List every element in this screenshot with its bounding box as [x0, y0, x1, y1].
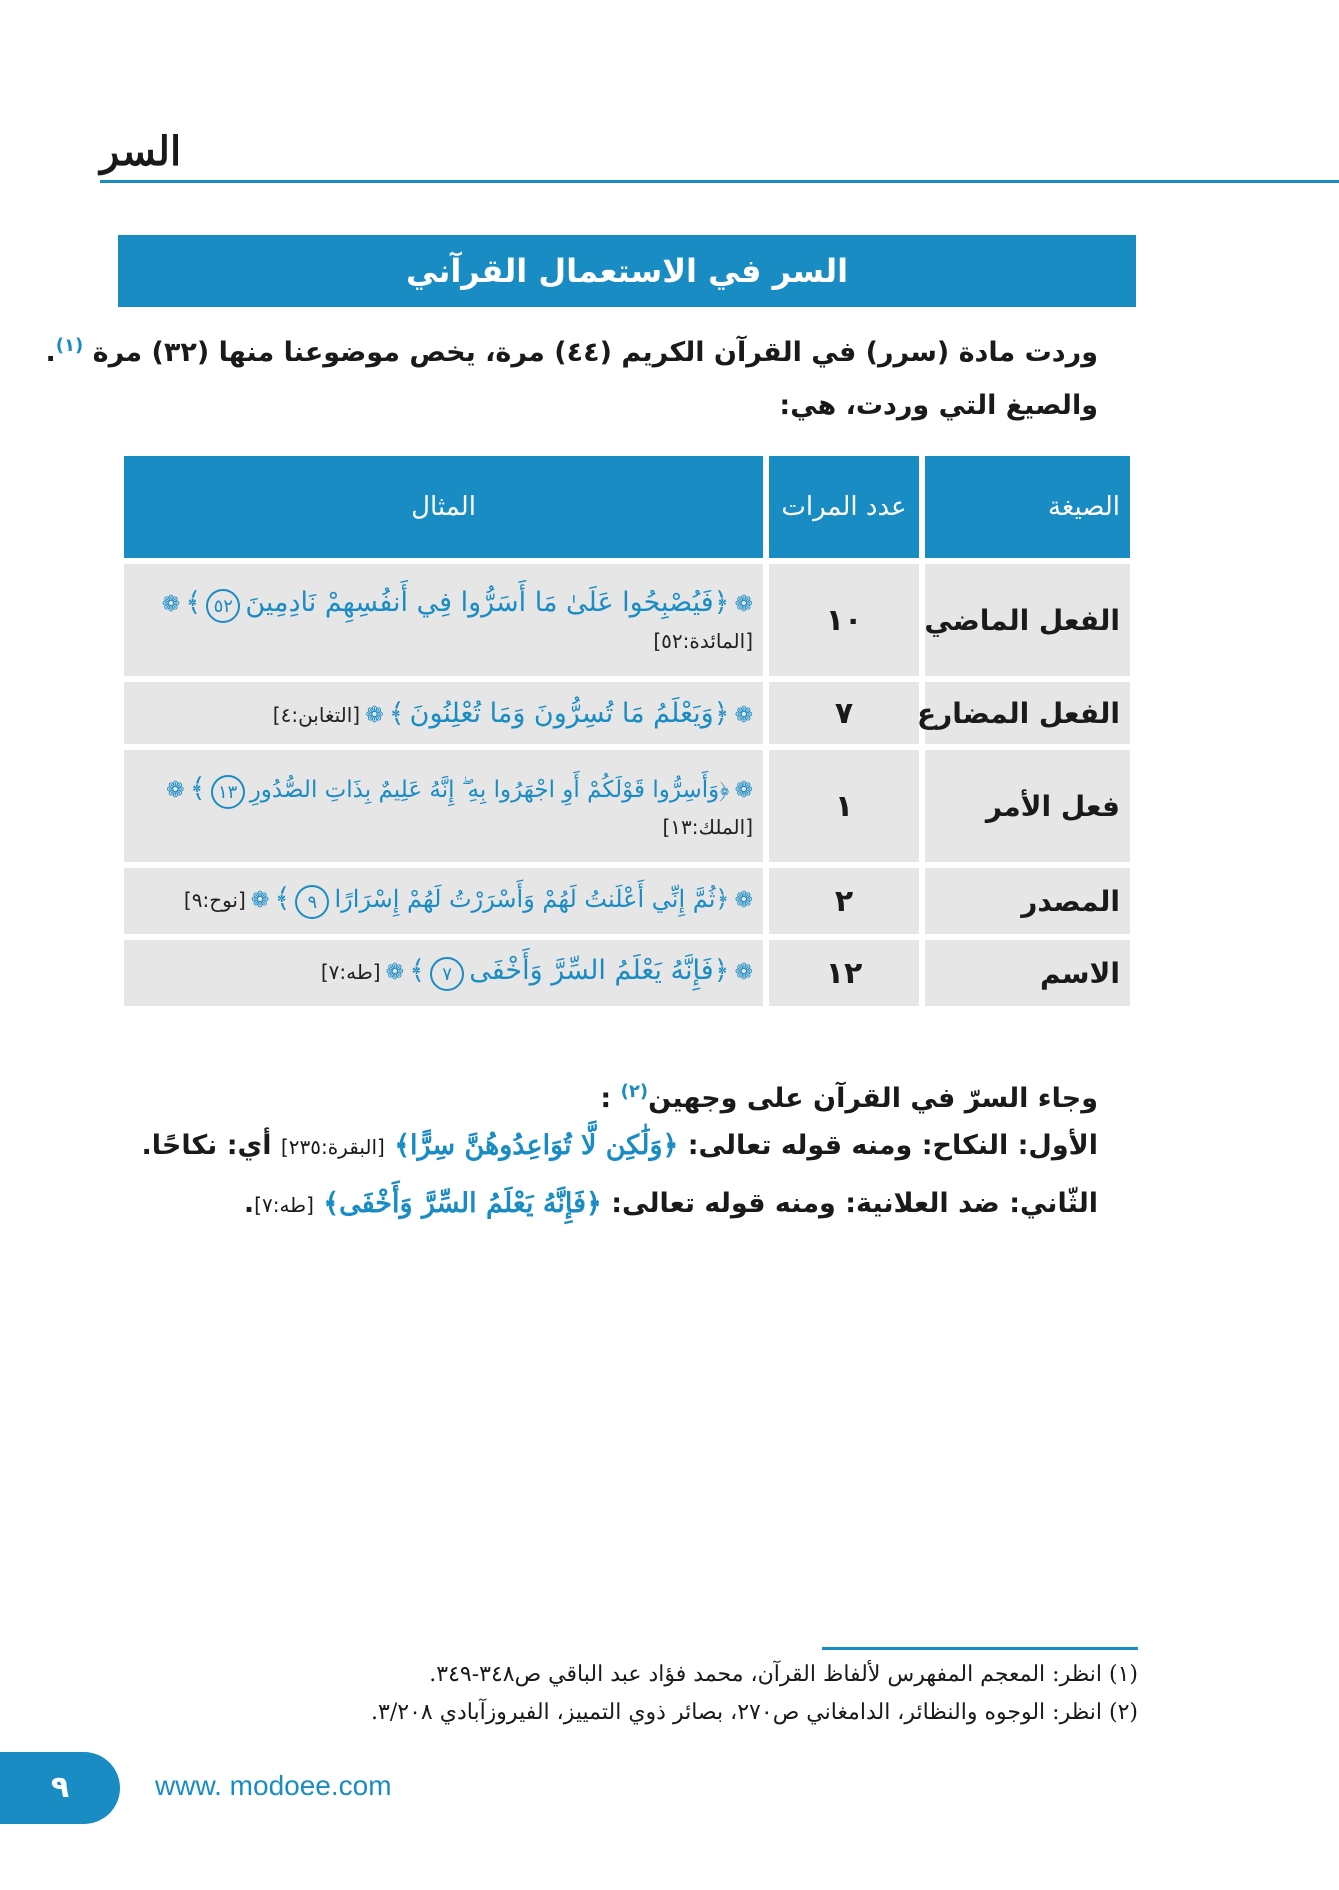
count-cell: ١ [769, 750, 919, 862]
table-row [124, 750, 1130, 862]
ornament-icon: ❁ [734, 887, 753, 913]
verse-number-badge: ١٣ [211, 775, 245, 809]
example-cell [124, 750, 763, 862]
verse-number-badge: ٥٢ [206, 589, 240, 623]
meanings-intro-text: وجاء السرّ في القرآن على وجهين [648, 1083, 1098, 1114]
ayah-reference: [المائدة:٥٢] [653, 629, 753, 654]
running-title: السر [100, 128, 182, 175]
header-count: عدد المرات [769, 456, 919, 558]
form-cell: المصدر [925, 868, 1130, 934]
verse-number-badge: ٧ [430, 957, 464, 991]
header-example: المثال [124, 456, 763, 558]
ayah-text: ﴿وَأَسِرُّوا قَوْلَكُمْ أَوِ اجْهَرُوا بِهِ ۖ إِنَّهُ عَلِيمٌ بِذَاتِ الصُّدُورِ [249, 776, 730, 803]
meaning-first-label: الأول: [1017, 1130, 1098, 1161]
footnote-ref-1[interactable]: (١) [55, 335, 84, 356]
meanings-intro [130, 1072, 1098, 1119]
count-cell: ١٢ [769, 940, 919, 1006]
count-cell: ٢ [769, 868, 919, 934]
table-header-row [124, 456, 1130, 558]
ornament-icon: ❁ [734, 591, 753, 617]
meaning-second-end: . [243, 1188, 255, 1219]
footnote-ref-2[interactable]: (٢) [620, 1081, 649, 1102]
form-cell: الفعل المضارع [925, 682, 1130, 744]
ayah-text: ﴿وَيَعْلَمُ مَا تُسِرُّونَ وَمَا تُعْلِنُونَ [409, 697, 730, 729]
footnote-2: (٢) انظر: الوجوه والنظائر، الدامغاني ص٢٧٠، بصائر ذوي التمييز، الفيروزآبادي ٣/٢٠٨. [371, 1700, 1138, 1725]
intro-line-1 [45, 326, 1098, 373]
ornament-icon: ❁ [734, 777, 753, 803]
ornament-icon: ❁ [385, 959, 405, 985]
ornament-icon: ❁ [166, 777, 185, 803]
ornament-icon: ❁ [734, 959, 753, 985]
form-cell: الفعل الماضي [925, 564, 1130, 676]
ayah-reference: [الملك:١٣] [662, 815, 753, 840]
meaning-second-text: ضد العلانية: ومنه قوله تعالى: [611, 1188, 1000, 1219]
ayah-close: ﴾ [388, 697, 405, 729]
ayah-reference: [طه:٧] [320, 959, 381, 984]
table-row [124, 682, 1130, 744]
header-form: الصيغة [925, 456, 1130, 558]
table-row [124, 940, 1130, 1006]
example-cell [124, 868, 763, 934]
header-rule [100, 180, 1339, 183]
ayah-text: ﴿فَيُصْبِحُوا عَلَىٰ مَا أَسَرُّوا فِي أَنفُسِهِمْ نَادِمِينَ [245, 586, 730, 618]
meaning-second-ref: [طه:٧] [254, 1193, 314, 1217]
intro-text: وردت مادة (سرر) في القرآن الكريم (٤٤) مرة، يخص موضوعنا منها (٣٢) مرة [92, 337, 1098, 368]
example-cell [124, 682, 763, 744]
meaning-first [130, 1126, 1098, 1167]
verse-number-badge: ٩ [295, 885, 329, 919]
ayah-text: ﴿ثُمَّ إِنِّي أَعْلَنتُ لَهُمْ وَأَسْرَرْتُ لَهُمْ إِسْرَارًا [334, 884, 730, 913]
ayah-close: ﴾ [409, 954, 426, 986]
intro-line-2: والصيغ التي وردت، هي: [779, 390, 1098, 421]
meaning-second [130, 1184, 1098, 1225]
example-cell [124, 940, 763, 1006]
footnote-rule [822, 1647, 1138, 1650]
count-cell: ١٠ [769, 564, 919, 676]
table-row [124, 564, 1130, 676]
table-row [124, 868, 1130, 934]
site-link[interactable]: www. modoee.com [155, 1770, 392, 1801]
meaning-first-ayah: ﴿وَلَٰكِن لَّا تُوَاعِدُوهُنَّ سِرًّا﴾ [394, 1130, 679, 1161]
page-number: ٩ [0, 1752, 120, 1824]
intro-end: . [45, 337, 56, 368]
ornament-icon: ❁ [250, 887, 270, 913]
ayah-reference: [التغابن:٤] [272, 702, 361, 727]
meaning-first-ref: [البقرة:٢٣٥] [280, 1135, 385, 1159]
example-cell [124, 564, 763, 676]
meaning-second-ayah: ﴿فَإِنَّهُ يَعْلَمُ السِّرَّ وَأَخْفَى﴾ [323, 1188, 602, 1219]
ayah-text: ﴿فَإِنَّهُ يَعْلَمُ السِّرَّ وَأَخْفَى [469, 954, 730, 986]
form-cell: فعل الأمر [925, 750, 1130, 862]
meaning-second-label: الثّاني: [1009, 1188, 1098, 1219]
meaning-first-text: النكاح: ومنه قوله تعالى: [687, 1130, 1009, 1161]
ayah-close: ﴾ [274, 882, 291, 914]
ayah-reference: [نوح:٩] [183, 887, 246, 912]
meaning-first-end: أي: نكاحًا. [141, 1130, 272, 1161]
section-title: السر في الاستعمال القرآني [118, 235, 1136, 307]
count-cell: ٧ [769, 682, 919, 744]
ayah-close: ﴾ [189, 772, 206, 804]
footnote-1: (١) انظر: المعجم المفهرس لألفاظ القرآن، محمد فؤاد عبد الباقي ص٣٤٨-٣٤٩. [429, 1662, 1138, 1687]
ornament-icon: ❁ [734, 702, 753, 728]
forms-table [118, 450, 1136, 1012]
ornament-icon: ❁ [365, 702, 384, 728]
meanings-intro-end: : [600, 1083, 612, 1114]
ayah-close: ﴾ [185, 586, 202, 618]
ornament-icon: ❁ [161, 591, 181, 617]
form-cell: الاسم [925, 940, 1130, 1006]
